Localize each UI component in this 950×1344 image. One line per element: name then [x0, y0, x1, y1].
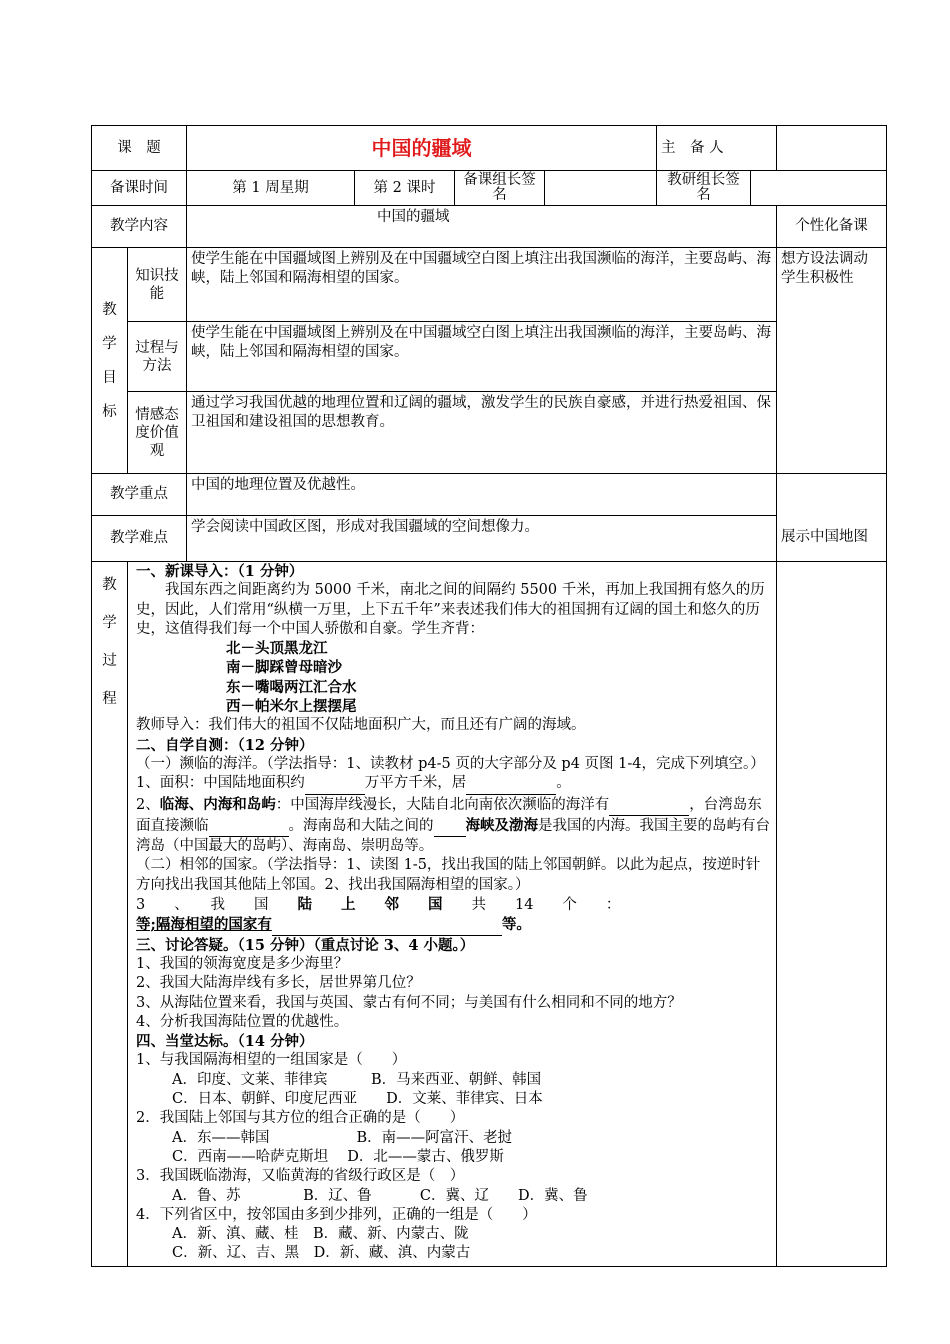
emotion-text: 通过学习我国优越的地理位置和辽阔的疆域，激发学生的民族自豪感，并进行热爱祖国、保卫祖国和建设祖国的思想教育。	[187, 392, 777, 474]
poem-line-2: 南－脚踩曾母暗沙	[226, 659, 342, 677]
process-method-text: 使学生能在中国疆域图上辨别及在中国疆域空白图上填注出我国濒临的海洋，主要岛屿、海峡，陆上邻国和隔海相望的国家。	[187, 322, 777, 392]
key-point-text: 中国的地理位置及优越性。	[187, 474, 777, 516]
blank-field	[609, 796, 689, 816]
difficulty-note: 展示中国地图	[777, 474, 887, 562]
intro-paragraph: 我国东西之间距离约为 5000 千米，南北之间的间隔约 5500 千米，再加上我国拥有悠久的历史，因此，人们常用“纵横一万里，上下五千年”来表述我们伟大的祖国拥有辽阔的国土和悠久的历史，这值得我们每一个中国人骄傲和自豪。学生齐背：	[136, 582, 765, 637]
blank-field	[305, 774, 365, 794]
practice-q1-options-1: A．印度、文莱、菲律宾 B．马来西亚、朝鲜、韩国	[172, 1071, 542, 1088]
selfstudy-part-b: （二）相邻的国家。（学法指导：1、读图 1-5，找出我国的陆上邻国朝鲜。以此为起点，按逆时针方向找出我国其他陆上邻国。2、找出我国隔海相望的国家。）	[136, 857, 761, 893]
lesson-plan-document	[91, 125, 886, 1262]
knowledge-label: 知识技能	[128, 248, 187, 322]
selfstudy-q1: 1、面积：中国陆地面积约 万平方千米，居 。	[136, 774, 772, 794]
selfstudy-part-a: （一）濒临的海洋。（学法指导：1、读教材 p4-5 页的大字部分及 p4 页图 1-4，完成下列填空。）	[136, 755, 765, 772]
blank-field	[272, 915, 502, 935]
practice-q3: 3．我国既临渤海，又临黄海的省级行政区是（ ）	[136, 1168, 465, 1185]
difficulty-label: 教学难点	[92, 516, 187, 562]
selfstudy-q3-cont: 等;隔海相望的国家有 等。	[136, 915, 772, 935]
practice-q2: 2．我国陆上邻国与其方位的组合正确的是（ ）	[136, 1110, 465, 1127]
selfstudy-q3: 3 、 我 国 陆 上 邻 国 共 14 个 ：	[136, 896, 621, 914]
discussion-q3: 3、从海陆位置来看，我国与英国、蒙古有何不同；与美国有什么相同和不同的地方？	[136, 994, 682, 1011]
personal-prep-label: 个性化备课	[777, 206, 887, 248]
section-intro-title: 一、新课导入：（1 分钟）	[136, 563, 304, 580]
process-method-label: 过程与方法	[128, 322, 187, 392]
time-label: 备课时间	[92, 171, 187, 206]
practice-q1: 1、与我国隔海相望的一组国家是（ ）	[136, 1052, 407, 1069]
poem-line-1: 北－头顶黑龙江	[226, 640, 328, 658]
blank-field	[209, 817, 289, 837]
process-note	[777, 562, 887, 1267]
poem-line-4: 西－帕米尔上摆摆尾	[226, 698, 357, 716]
practice-q2-options-1: A．东——韩国 B．南——阿富汗、老挝	[172, 1129, 513, 1146]
practice-q1-options-2: C．日本、朝鲜、印度尼西亚 D．文莱、菲律宾、日本	[172, 1091, 543, 1108]
content-label: 教学内容	[92, 206, 187, 248]
period-value: 第 2 课时	[355, 171, 455, 206]
practice-q4-options-1: A．新、滇、藏、桂 B．藏、新、内蒙古、陇	[172, 1226, 469, 1243]
section-practice-title: 四、当堂达标。（14 分钟）	[136, 1033, 314, 1051]
practice-q4-options-2: C．新、辽、吉、黑 D．新、藏、滇、内蒙古	[172, 1245, 471, 1262]
preparer-value	[777, 126, 887, 171]
objectives-note: 想方设法调动学生积极性	[777, 248, 887, 474]
discussion-q2: 2、我国大陆海岸线有多长，居世界第几位？	[136, 975, 421, 992]
section-selfstudy-title: 二、自学自测：（12 分钟）	[136, 736, 314, 754]
difficulty-text: 学会阅读中国政区图，形成对我国疆域的空间想像力。	[187, 516, 777, 562]
research-leader-sign-label: 教研组长签名	[657, 171, 751, 206]
content-value: 中国的疆域	[187, 206, 777, 248]
poem-line-3: 东－嘴喝两江汇合水	[226, 678, 357, 696]
knowledge-text: 使学生能在中国疆域图上辨别及在中国疆域空白图上填注出我国濒临的海洋，主要岛屿、海峡，陆上邻国和隔海相望的国家。	[187, 248, 777, 322]
lesson-plan-table	[91, 125, 887, 1267]
practice-q2-options-2: C．西南——哈萨克斯坦 D．北——蒙古、俄罗斯	[172, 1148, 504, 1165]
blank-field	[466, 774, 556, 794]
blank-field	[434, 817, 466, 837]
process-content	[128, 562, 777, 1267]
topic-label: 课 题	[92, 126, 187, 171]
process-label: 教 学 过 程	[92, 562, 128, 1267]
section-discussion-title: 三、讨论答疑。（15 分钟）（重点讨论 3、4 小题。）	[136, 936, 475, 954]
lesson-title: 中国的疆域	[187, 126, 657, 171]
emotion-label: 情感态度价值观	[128, 392, 187, 474]
objectives-label: 教 学 目 标	[92, 248, 128, 474]
research-leader-sign-value	[751, 171, 887, 206]
discussion-q1: 1、我国的领海宽度是多少海里？	[136, 955, 349, 972]
practice-q3-options: A．鲁、苏 B．辽、鲁 C．冀、辽 D．冀、鲁	[172, 1187, 588, 1204]
selfstudy-q2: 2、临海、内海和岛屿：中国海岸线漫长，大陆自北向南依次濒临的海洋有 ，台湾岛东面直接濒临 。海南岛和大陆之间的 海峡及渤海是我国的内海。我国主要的岛屿有台湾岛（中国最大的岛屿）、海南岛、崇明岛等。	[136, 795, 770, 855]
preparer-label: 主 备 人	[657, 126, 777, 171]
teacher-intro: 教师导入：我们伟大的祖国不仅陆地面积广大，而且还有广阔的海域。	[136, 717, 586, 734]
practice-q4: 4．下列省区中，按邻国由多到少排列，正确的一组是（ ）	[136, 1206, 537, 1223]
group-leader-sign-label: 备课组长签名	[455, 171, 545, 206]
discussion-q4: 4、分析我国海陆位置的优越性。	[136, 1013, 349, 1030]
week-value: 第 1 周星期	[187, 171, 355, 206]
group-leader-sign-value	[545, 171, 657, 206]
key-point-label: 教学重点	[92, 474, 187, 516]
